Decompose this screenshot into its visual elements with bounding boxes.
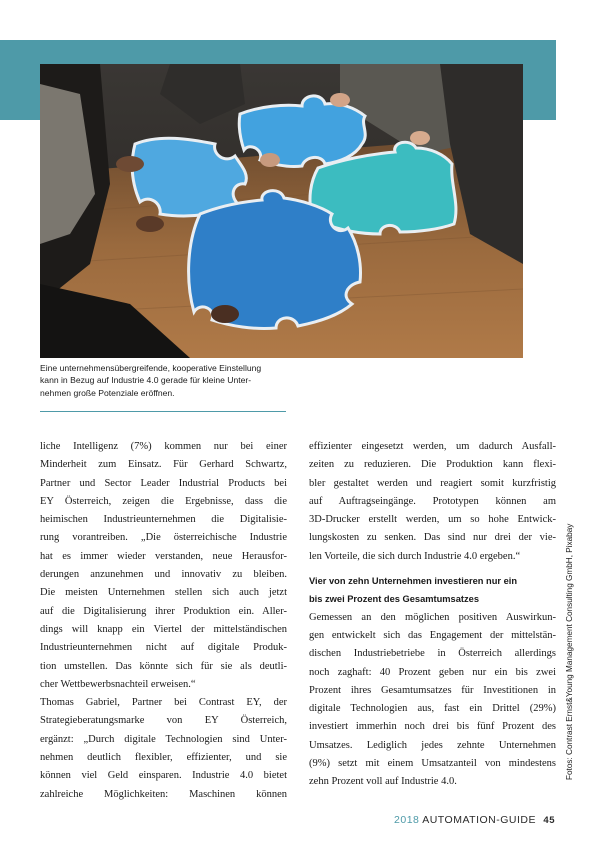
page-footer	[394, 814, 555, 826]
text-line: cher Wettbewerbsnachteil erweisen.“	[40, 678, 196, 690]
text-line: Die meisten Unternehmen stellen sich auch jetzt	[40, 587, 287, 599]
section-heading: bis zwei Prozent des Gesamtumsatzes	[309, 594, 479, 605]
article-column-right	[309, 438, 556, 792]
article-column-left	[40, 438, 287, 804]
photo-credit: Fotos: Contrast Ernst&Young Management Consulting GmbH, Pixabay	[565, 523, 574, 780]
text-line: dings will knapp ein Viertel der mittelständischen	[40, 623, 287, 635]
caption-divider	[40, 411, 286, 412]
puzzle-photo	[40, 64, 523, 358]
text-line: bler gestaltet werden und reagiert somit kurzfristig	[309, 477, 556, 489]
text-line: digitale Technologien aus, fast ein Drittel (29%)	[309, 703, 556, 715]
text-line: heimischen Industrieunternehmen die Digitalisie-	[40, 514, 287, 526]
text-line: Umsatzes. Lediglich jedes zehnte Unternehmen	[309, 739, 556, 751]
text-line: dischen Industriebetriebe in Österreich allerdings	[309, 648, 556, 660]
text-line: EY Österreich, zeigen die Ergebnisse, dass die	[40, 495, 287, 507]
text-line: Strategieberatungsmarke von EY Österreich,	[40, 715, 287, 727]
text-line: lungskosten zu senken. Das sind nur drei der vie-	[309, 532, 556, 544]
caption-line: kann in Bezug auf Industrie 4.0 gerade für kleine Unter-	[40, 375, 252, 386]
text-line: Prozent ihres Gesamtumsatzes für Investitionen in	[309, 684, 556, 696]
text-line: tion umstellen. Das könnte sich für sie als deutli-	[40, 660, 287, 672]
puzzle-illustration	[40, 64, 523, 358]
text-line: derungen anzunehmen und innovativ zu bleiben.	[40, 569, 287, 581]
footer-year: 2018	[394, 814, 420, 826]
text-line: liche Intelligenz (7%) kommen nur bei einer	[40, 441, 287, 452]
text-line: zeiten zu reduzieren. Die Produktion kann flexi-	[309, 459, 556, 471]
text-line: nehmen deutlich flexibler, effizienter, und sie	[40, 752, 287, 764]
text-line: Industrieunternehmen nicht auf digitale Produk-	[40, 642, 287, 654]
page-number: 45	[543, 815, 555, 826]
text-line: hat es immer wieder verstanden, neue Herausfor-	[40, 550, 287, 562]
text-line: zehn Prozent voll auf Industrie 4.0.	[309, 776, 457, 788]
text-line: rung vorantreiben. „Die österreichische Industrie	[40, 532, 287, 544]
text-line: auf Auftragseingänge. Prototypen können am	[309, 495, 556, 507]
text-line: können viel Geld einsparen. Industrie 4.0 bietet	[40, 770, 287, 782]
photo-caption	[40, 362, 286, 399]
text-line: Thomas Gabriel, Partner bei Contrast EY, der	[40, 697, 287, 709]
text-line: Minderheit zum Einsatz. Für Gerhard Schwartz,	[40, 459, 287, 471]
caption-line: nehmen große Potenziale eröffnen.	[40, 387, 175, 398]
text-line: auf die Digitalisierung ihrer Produktion ein. Aller-	[40, 605, 287, 617]
section-heading: Vier von zehn Unternehmen investieren nur ein	[309, 576, 518, 587]
footer-title: AUTOMATION-GUIDE	[422, 814, 536, 826]
text-line: Partner und Sector Leader Industrial Products bei	[40, 477, 287, 489]
text-line: zahlreiche Möglichkeiten: Maschinen können	[40, 788, 287, 800]
text-line: 3D-Drucker erstellt werden, um so hohe Entwick-	[309, 514, 556, 526]
text-line: (9%) setzt mit einem Umsatzanteil von mindestens	[309, 758, 556, 770]
text-line: ergänzt: „Durch digitale Technologien sind Unter-	[40, 733, 287, 745]
caption-line: Eine unternehmensübergreifende, kooperative Einstellung	[40, 363, 262, 373]
text-line: effizienter eingesetzt werden, um dadurch Ausfall-	[309, 441, 556, 452]
text-line: gen entwickelt sich das Engagement der mittelstän-	[309, 629, 556, 641]
text-line: investiert immerhin noch drei bis fünf Prozent des	[309, 721, 556, 733]
text-line: Gemessen an den möglichen positiven Auswirkun-	[309, 611, 556, 623]
text-line: len Vorteile, die sich durch Industrie 4.0 ergeben.“	[309, 550, 521, 562]
text-line: noch zaghaft: 40 Prozent geben nur ein bis zwei	[309, 666, 556, 678]
